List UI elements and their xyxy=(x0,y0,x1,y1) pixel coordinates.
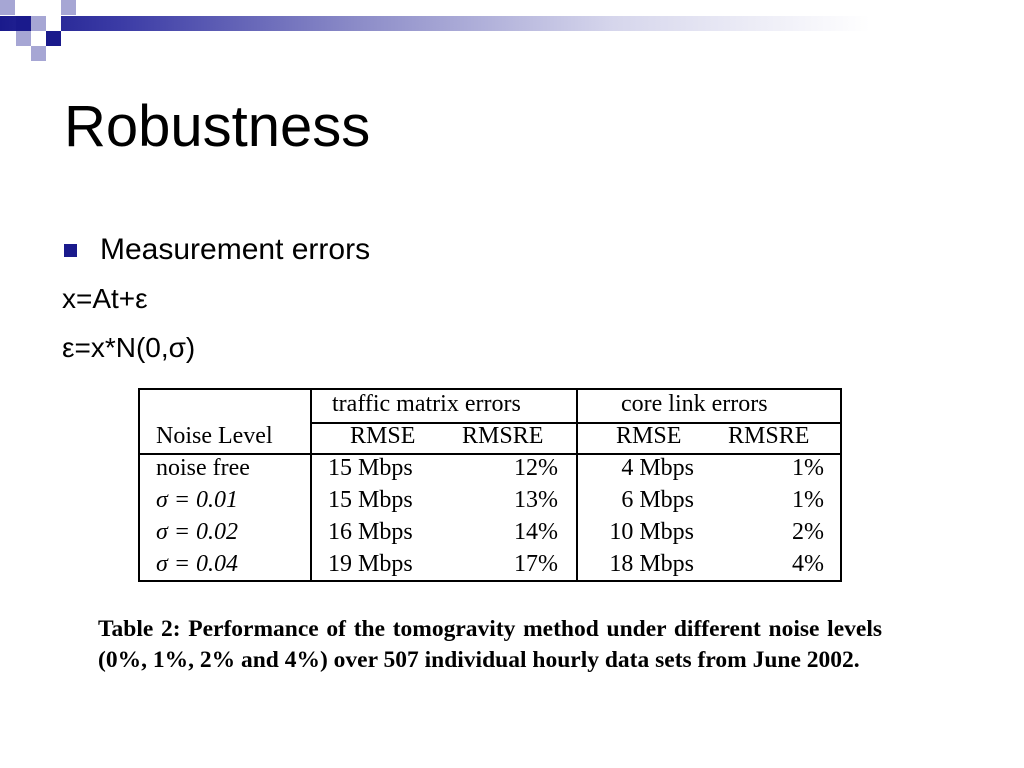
cell-cl-rmsre: 1% xyxy=(792,455,824,481)
cell-cl-rmse: 4 Mbps xyxy=(621,455,694,481)
results-table xyxy=(138,388,842,582)
cell-tm-rmsre: 12% xyxy=(514,455,558,481)
cell-tm-rmsre: 13% xyxy=(514,487,558,513)
group-header-core-link: core link errors xyxy=(621,391,768,417)
cell-noise: σ = 0.01 xyxy=(156,487,239,513)
header-tm-rmse: RMSE xyxy=(350,423,416,449)
cell-tm-rmse: 15 Mbps xyxy=(328,455,413,481)
cell-tm-rmsre: 17% xyxy=(514,551,558,577)
header-cl-rmsre: RMSRE xyxy=(728,423,810,449)
cell-cl-rmsre: 2% xyxy=(792,519,824,545)
cell-tm-rmse: 16 Mbps xyxy=(328,519,413,545)
cell-cl-rmsre: 4% xyxy=(792,551,824,577)
header-tm-rmsre: RMSRE xyxy=(462,423,544,449)
cell-cl-rmse: 10 Mbps xyxy=(609,519,694,545)
bullet-square-icon xyxy=(64,244,77,257)
table-divider xyxy=(310,390,312,580)
group-header-traffic-matrix: traffic matrix errors xyxy=(332,391,521,417)
cell-noise: σ = 0.02 xyxy=(156,519,239,545)
cell-tm-rmse: 15 Mbps xyxy=(328,487,413,513)
slide-title: Robustness xyxy=(64,94,371,159)
cell-noise: noise free xyxy=(156,455,250,481)
bullet-item xyxy=(64,230,370,270)
header-noise-level: Noise Level xyxy=(156,423,273,449)
cell-cl-rmse: 18 Mbps xyxy=(609,551,694,577)
bullet-text: Measurement errors xyxy=(100,233,371,266)
table-caption: Table 2: Performance of the tomogravity method under different noise levels (0%, 1%, 2% and 4%) over 507 individual hourly data sets from June 2002. xyxy=(98,616,882,673)
cell-tm-rmse: 19 Mbps xyxy=(328,551,413,577)
cell-cl-rmsre: 1% xyxy=(792,487,824,513)
equation-1: x=At+ε xyxy=(62,283,148,314)
header-cl-rmse: RMSE xyxy=(616,423,682,449)
cell-noise: σ = 0.04 xyxy=(156,551,239,577)
cell-tm-rmsre: 14% xyxy=(514,519,558,545)
equation-2: ε=x*N(0,σ) xyxy=(62,332,196,363)
table-divider xyxy=(576,390,578,580)
header-gradient-band xyxy=(0,16,1024,31)
cell-cl-rmse: 6 Mbps xyxy=(621,487,694,513)
